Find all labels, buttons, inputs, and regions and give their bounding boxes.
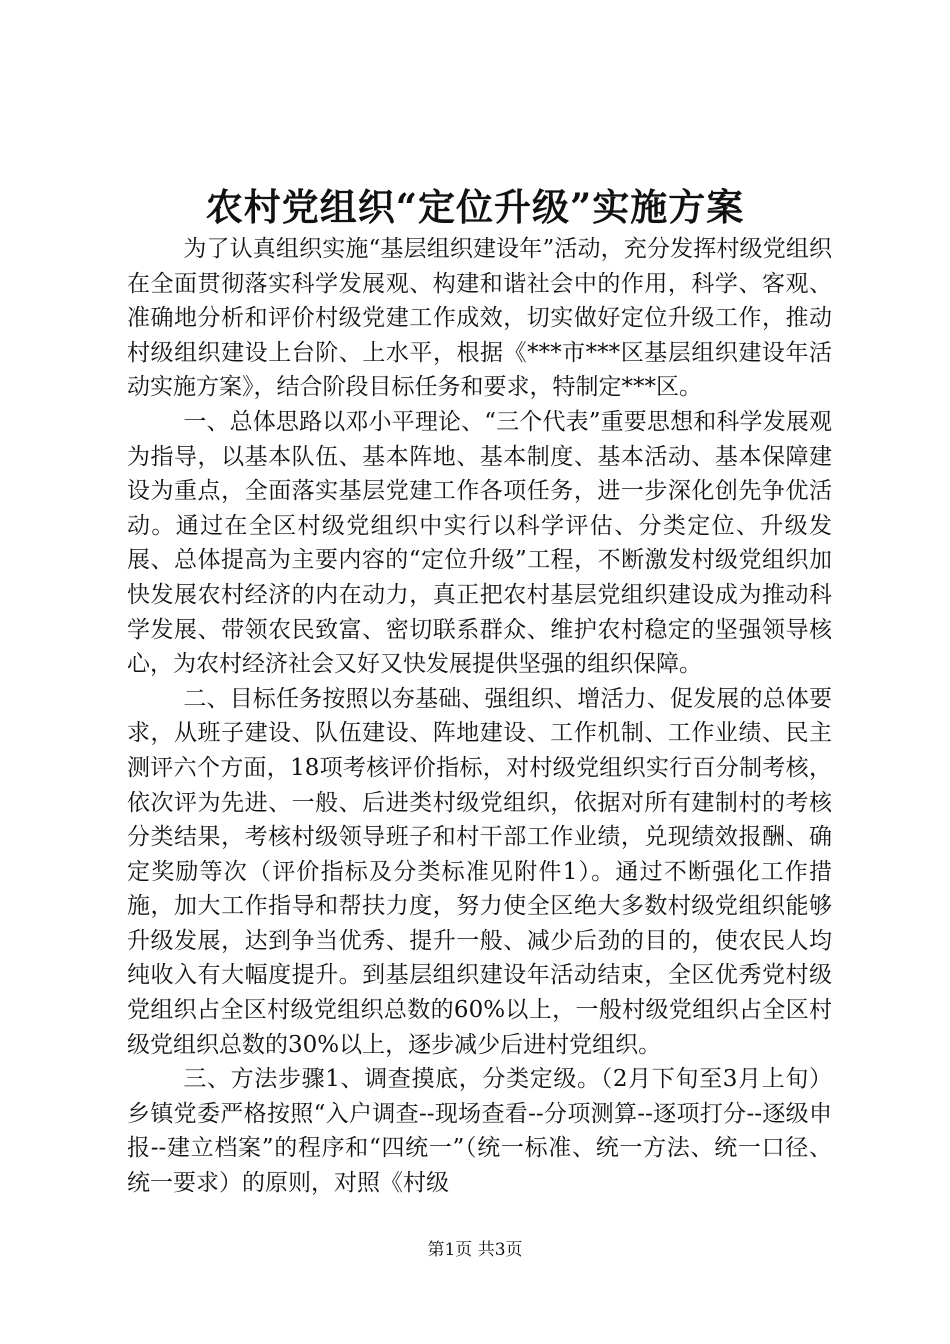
paragraph-section-3: 三、方法步骤1、调查摸底，分类定级。（2月下旬至3月上旬）乡镇党委严格按照“入户调查--现场查看--分项测算--逐项打分--逐级申报--建立档案”的程序和“四统一”（统一标准、统一方法、统一口径、统一要求）的原则，对照《村级: [127, 1066, 832, 1197]
paragraph-intro: 为了认真组织实施“基层组织建设年”活动，充分发挥村级党组织在全面贯彻落实科学发展观、构建和谐社会中的作用，科学、客观、准确地分析和评价村级党建工作成效，切实做好定位升级工作，推动村级组织建设上台阶、上水平，根据《***市***区基层组织建设年活动实施方案》，结合阶段目标任务和要求，特制定***区。: [127, 236, 832, 401]
paragraph-section-1: 一、总体思路以邓小平理论、“三个代表”重要思想和科学发展观为指导，以基本队伍、基本阵地、基本制度、基本活动、基本保障建设为重点，全面落实基层党建工作各项任务，进一步深化创先争优活动。通过在全区村级党组织中实行以科学评估、分类定位、升级发展、总体提高为主要内容的“定位升级”工程，不断激发村级党组织加快发展农村经济的内在动力，真正把农村基层党组织建设成为推动科学发展、带领农民致富、密切联系群众、维护农村稳定的坚强领导核心，为农村经济社会又好又快发展提供坚强的组织保障。: [127, 408, 832, 678]
page-number-footer: 第1页 共3页: [427, 1240, 523, 1260]
paragraph-section-2: 二、目标任务按照以夯基础、强组织、增活力、促发展的总体要求，从班子建设、队伍建设、阵地建设、工作机制、工作业绩、民主测评六个方面，18项考核评价指标，对村级党组织实行百分制考核，依次评为先进、一般、后进类村级党组织，依据对所有建制村的考核分类结果，考核村级领导班子和村干部工作业绩，兑现绩效报酬、确定奖励等次（评价指标及分类标准见附件1）。通过不断强化工作措施，加大工作指导和帮扶力度，努力使全区绝大多数村级党组织能够升级发展，达到争当优秀、提升一般、减少后劲的目的，使农民人均纯收入有大幅度提升。到基层组织建设年活动结束，全区优秀党村级党组织占全区村级党组织总数的60%以上，一般村级党组织占全区村级党组织总数的30%以上，逐步减少后进村党组织。: [127, 685, 832, 1058]
document-title: 农村党组织“定位升级”实施方案: [205, 185, 745, 229]
document-body: [127, 232, 832, 1201]
